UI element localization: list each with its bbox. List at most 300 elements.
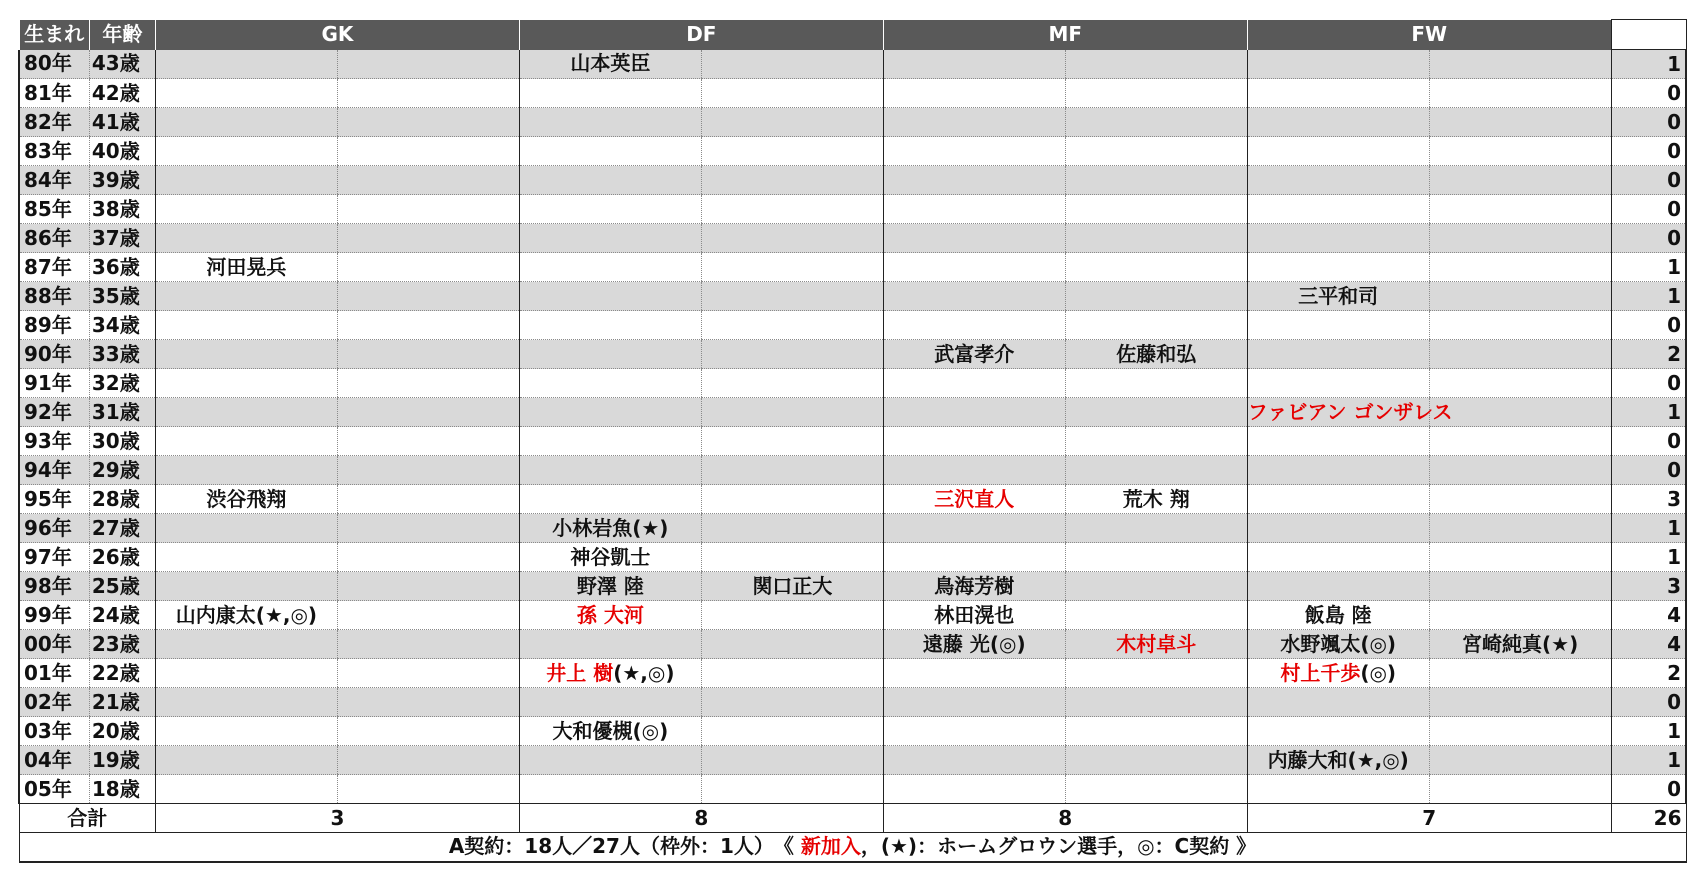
totals-row bbox=[19, 804, 1686, 833]
year-header: 生まれ bbox=[19, 20, 89, 50]
player-cell bbox=[519, 79, 701, 108]
table-row bbox=[19, 166, 1686, 195]
player-cell bbox=[155, 79, 337, 108]
df-total: 8 bbox=[519, 804, 883, 833]
player-cell bbox=[1247, 137, 1429, 166]
age-cell: 18歳 bbox=[89, 775, 155, 804]
player-cell bbox=[155, 746, 337, 775]
player-cell bbox=[519, 775, 701, 804]
player-cell bbox=[1429, 456, 1611, 485]
player-cell bbox=[519, 340, 701, 369]
player-cell bbox=[1247, 340, 1429, 369]
player-cell bbox=[1247, 514, 1429, 543]
player-cell bbox=[1247, 688, 1429, 717]
player-cell bbox=[519, 137, 701, 166]
player-cell bbox=[883, 311, 1065, 340]
player-cell bbox=[1429, 717, 1611, 746]
legend-marks: ，(★)：ホームグロウン選手，◎：C契約 》 bbox=[860, 834, 1257, 859]
player-cell bbox=[519, 253, 701, 282]
player-cell bbox=[701, 50, 883, 79]
player-cell bbox=[883, 79, 1065, 108]
player-cell bbox=[701, 543, 883, 572]
row-total-cell: 1 bbox=[1611, 514, 1686, 543]
age-cell: 21歳 bbox=[89, 688, 155, 717]
player-cell bbox=[1065, 311, 1247, 340]
total-header bbox=[1611, 20, 1686, 50]
player-cell: 林田滉也 bbox=[883, 601, 1065, 630]
player-cell bbox=[701, 137, 883, 166]
birth-year-cell: 81年 bbox=[19, 79, 89, 108]
player-cell: 関口正大 bbox=[701, 572, 883, 601]
player-cell bbox=[155, 282, 337, 311]
age-cell: 24歳 bbox=[89, 601, 155, 630]
player-cell bbox=[701, 340, 883, 369]
player-cell bbox=[155, 717, 337, 746]
table-row bbox=[19, 195, 1686, 224]
player-cell bbox=[1429, 224, 1611, 253]
totals-label: 合計 bbox=[19, 804, 155, 833]
player-cell: 河田晃兵 bbox=[155, 253, 337, 282]
age-cell: 30歳 bbox=[89, 427, 155, 456]
player-cell bbox=[337, 195, 519, 224]
table-row bbox=[19, 282, 1686, 311]
birth-year-cell: 88年 bbox=[19, 282, 89, 311]
row-total-cell: 1 bbox=[1611, 398, 1686, 427]
table-row bbox=[19, 311, 1686, 340]
player-cell bbox=[1065, 572, 1247, 601]
df-header: DF bbox=[519, 20, 883, 50]
player-cell bbox=[155, 514, 337, 543]
table-row bbox=[19, 746, 1686, 775]
player-cell bbox=[1065, 456, 1247, 485]
row-total-cell: 0 bbox=[1611, 195, 1686, 224]
table-row bbox=[19, 601, 1686, 630]
birth-year-cell: 05年 bbox=[19, 775, 89, 804]
table-row bbox=[19, 79, 1686, 108]
player-cell bbox=[337, 572, 519, 601]
player-cell bbox=[1065, 688, 1247, 717]
birth-year-cell: 02年 bbox=[19, 688, 89, 717]
legend-row bbox=[19, 833, 1686, 862]
row-total-cell: 4 bbox=[1611, 601, 1686, 630]
player-cell bbox=[701, 630, 883, 659]
player-cell: 荒木 翔 bbox=[1065, 485, 1247, 514]
player-cell bbox=[1247, 427, 1429, 456]
player-cell bbox=[701, 369, 883, 398]
roster-body bbox=[19, 50, 1686, 804]
table-row bbox=[19, 775, 1686, 804]
age-cell: 38歳 bbox=[89, 195, 155, 224]
table-row bbox=[19, 659, 1686, 688]
player-cell bbox=[1247, 166, 1429, 195]
player-cell bbox=[701, 514, 883, 543]
player-cell bbox=[519, 195, 701, 224]
birth-year-cell: 83年 bbox=[19, 137, 89, 166]
table-row bbox=[19, 717, 1686, 746]
legend-note bbox=[19, 833, 1686, 862]
player-cell bbox=[701, 108, 883, 137]
age-cell: 35歳 bbox=[89, 282, 155, 311]
player-cell: 孫 大河 bbox=[519, 601, 701, 630]
player-cell bbox=[337, 79, 519, 108]
gk-total: 3 bbox=[155, 804, 519, 833]
player-cell bbox=[155, 427, 337, 456]
player-cell bbox=[1065, 79, 1247, 108]
player-cell bbox=[1429, 282, 1611, 311]
age-cell: 43歳 bbox=[89, 50, 155, 79]
player-cell: 村上千歩(◎) bbox=[1247, 659, 1429, 688]
player-cell bbox=[155, 311, 337, 340]
player-cell bbox=[155, 688, 337, 717]
player-cell bbox=[1429, 195, 1611, 224]
player-cell bbox=[155, 137, 337, 166]
age-cell: 23歳 bbox=[89, 630, 155, 659]
table-row bbox=[19, 456, 1686, 485]
row-total-cell: 1 bbox=[1611, 746, 1686, 775]
birth-year-cell: 91年 bbox=[19, 369, 89, 398]
player-cell bbox=[701, 746, 883, 775]
player-cell bbox=[1247, 224, 1429, 253]
age-cell: 20歳 bbox=[89, 717, 155, 746]
player-cell bbox=[1065, 282, 1247, 311]
player-cell bbox=[1247, 572, 1429, 601]
player-cell bbox=[519, 398, 701, 427]
player-cell bbox=[519, 311, 701, 340]
player-cell bbox=[883, 224, 1065, 253]
birth-year-cell: 98年 bbox=[19, 572, 89, 601]
player-cell bbox=[1429, 369, 1611, 398]
player-cell bbox=[1429, 601, 1611, 630]
legend-new-label: 新加入 bbox=[800, 834, 861, 859]
player-cell bbox=[337, 630, 519, 659]
player-cell: 宮崎純真(★) bbox=[1429, 630, 1611, 659]
grand-total: 26 bbox=[1611, 804, 1686, 833]
player-cell bbox=[883, 688, 1065, 717]
player-cell bbox=[1429, 688, 1611, 717]
table-row bbox=[19, 50, 1686, 79]
player-cell bbox=[1429, 659, 1611, 688]
row-total-cell: 0 bbox=[1611, 775, 1686, 804]
birth-year-cell: 84年 bbox=[19, 166, 89, 195]
age-cell: 22歳 bbox=[89, 659, 155, 688]
table-row bbox=[19, 340, 1686, 369]
player-cell bbox=[1247, 543, 1429, 572]
table-row bbox=[19, 224, 1686, 253]
legend-contract: A契約：18人／27人（枠外：1人） 《 bbox=[448, 834, 801, 859]
player-cell bbox=[1429, 398, 1611, 427]
mf-header: MF bbox=[883, 20, 1247, 50]
player-cell bbox=[1065, 253, 1247, 282]
player-cell bbox=[155, 50, 337, 79]
player-cell bbox=[155, 224, 337, 253]
birth-year-cell: 95年 bbox=[19, 485, 89, 514]
player-cell: 神谷凱士 bbox=[519, 543, 701, 572]
player-cell: ファビアン ゴンザレス bbox=[1247, 398, 1429, 427]
player-cell bbox=[519, 688, 701, 717]
player-cell bbox=[519, 282, 701, 311]
player-cell bbox=[155, 108, 337, 137]
age-cell: 37歳 bbox=[89, 224, 155, 253]
player-cell bbox=[701, 282, 883, 311]
player-cell bbox=[155, 543, 337, 572]
player-cell bbox=[883, 543, 1065, 572]
row-total-cell: 0 bbox=[1611, 108, 1686, 137]
fw-total: 7 bbox=[1247, 804, 1611, 833]
player-cell: 井上 樹(★,◎) bbox=[519, 659, 701, 688]
player-cell bbox=[883, 108, 1065, 137]
age-cell: 34歳 bbox=[89, 311, 155, 340]
player-cell bbox=[155, 166, 337, 195]
player-cell bbox=[1065, 50, 1247, 79]
player-cell bbox=[155, 195, 337, 224]
player-cell: 遠藤 光(◎) bbox=[883, 630, 1065, 659]
player-cell bbox=[883, 717, 1065, 746]
player-cell bbox=[1247, 108, 1429, 137]
player-cell bbox=[1247, 456, 1429, 485]
player-cell bbox=[337, 485, 519, 514]
player-cell bbox=[1429, 543, 1611, 572]
player-cell bbox=[1429, 485, 1611, 514]
birth-year-cell: 03年 bbox=[19, 717, 89, 746]
player-cell bbox=[1429, 166, 1611, 195]
row-total-cell: 0 bbox=[1611, 456, 1686, 485]
birth-year-cell: 99年 bbox=[19, 601, 89, 630]
birth-year-cell: 85年 bbox=[19, 195, 89, 224]
birth-year-cell: 87年 bbox=[19, 253, 89, 282]
player-cell bbox=[519, 224, 701, 253]
player-cell: 三平和司 bbox=[1247, 282, 1429, 311]
birth-year-cell: 04年 bbox=[19, 746, 89, 775]
mf-total: 8 bbox=[883, 804, 1247, 833]
table-row bbox=[19, 572, 1686, 601]
player-cell bbox=[1247, 485, 1429, 514]
player-cell: 三沢直人 bbox=[883, 485, 1065, 514]
age-cell: 40歳 bbox=[89, 137, 155, 166]
player-cell: 鳥海芳樹 bbox=[883, 572, 1065, 601]
age-cell: 32歳 bbox=[89, 369, 155, 398]
row-total-cell: 0 bbox=[1611, 688, 1686, 717]
row-total-cell: 0 bbox=[1611, 79, 1686, 108]
player-cell bbox=[337, 253, 519, 282]
player-cell bbox=[1065, 108, 1247, 137]
age-cell: 41歳 bbox=[89, 108, 155, 137]
roster-table bbox=[18, 19, 1687, 863]
table-row bbox=[19, 398, 1686, 427]
age-cell: 33歳 bbox=[89, 340, 155, 369]
player-cell bbox=[1065, 137, 1247, 166]
player-cell bbox=[1065, 601, 1247, 630]
player-cell bbox=[519, 166, 701, 195]
table-row bbox=[19, 543, 1686, 572]
player-cell bbox=[337, 398, 519, 427]
player-cell bbox=[1065, 398, 1247, 427]
player-cell bbox=[1247, 50, 1429, 79]
player-cell bbox=[155, 369, 337, 398]
player-cell bbox=[701, 166, 883, 195]
table-row bbox=[19, 108, 1686, 137]
player-cell bbox=[337, 427, 519, 456]
player-cell bbox=[1065, 659, 1247, 688]
player-cell: 山本英臣 bbox=[519, 50, 701, 79]
player-cell bbox=[337, 166, 519, 195]
player-cell bbox=[883, 253, 1065, 282]
birth-year-cell: 93年 bbox=[19, 427, 89, 456]
birth-year-cell: 80年 bbox=[19, 50, 89, 79]
player-cell bbox=[883, 166, 1065, 195]
player-cell bbox=[337, 311, 519, 340]
player-cell bbox=[155, 456, 337, 485]
birth-year-cell: 00年 bbox=[19, 630, 89, 659]
player-cell bbox=[701, 659, 883, 688]
player-cell bbox=[519, 108, 701, 137]
player-cell bbox=[1429, 427, 1611, 456]
player-cell bbox=[1429, 79, 1611, 108]
player-cell bbox=[883, 514, 1065, 543]
player-cell bbox=[1065, 775, 1247, 804]
table-row bbox=[19, 253, 1686, 282]
player-cell bbox=[701, 79, 883, 108]
player-cell bbox=[701, 224, 883, 253]
player-cell bbox=[1429, 775, 1611, 804]
player-cell: 渋谷飛翔 bbox=[155, 485, 337, 514]
player-cell bbox=[701, 601, 883, 630]
player-cell bbox=[1247, 195, 1429, 224]
player-cell bbox=[1247, 369, 1429, 398]
table-row bbox=[19, 137, 1686, 166]
player-cell bbox=[701, 427, 883, 456]
player-cell bbox=[337, 543, 519, 572]
player-cell bbox=[1429, 514, 1611, 543]
player-cell: 木村卓斗 bbox=[1065, 630, 1247, 659]
player-cell: 飯島 陸 bbox=[1247, 601, 1429, 630]
player-cell bbox=[1065, 427, 1247, 456]
row-total-cell: 2 bbox=[1611, 659, 1686, 688]
player-cell bbox=[1429, 253, 1611, 282]
player-cell: 大和優槻(◎) bbox=[519, 717, 701, 746]
fw-header: FW bbox=[1247, 20, 1611, 50]
birth-year-cell: 82年 bbox=[19, 108, 89, 137]
player-cell bbox=[1065, 224, 1247, 253]
player-cell bbox=[883, 746, 1065, 775]
player-cell bbox=[1247, 253, 1429, 282]
player-cell bbox=[1429, 137, 1611, 166]
player-cell bbox=[701, 311, 883, 340]
player-cell bbox=[1247, 717, 1429, 746]
player-cell bbox=[1247, 311, 1429, 340]
table-row bbox=[19, 514, 1686, 543]
row-total-cell: 0 bbox=[1611, 369, 1686, 398]
player-cell bbox=[337, 659, 519, 688]
player-cell bbox=[337, 601, 519, 630]
player-cell bbox=[701, 253, 883, 282]
player-cell bbox=[701, 398, 883, 427]
player-cell bbox=[701, 195, 883, 224]
birth-year-cell: 96年 bbox=[19, 514, 89, 543]
age-cell: 36歳 bbox=[89, 253, 155, 282]
row-total-cell: 1 bbox=[1611, 253, 1686, 282]
player-cell bbox=[883, 137, 1065, 166]
player-cell bbox=[883, 369, 1065, 398]
player-cell bbox=[883, 195, 1065, 224]
player-cell: 山内康太(★,◎) bbox=[155, 601, 337, 630]
player-cell bbox=[337, 688, 519, 717]
header-row bbox=[19, 20, 1686, 50]
player-cell: 武富孝介 bbox=[883, 340, 1065, 369]
player-cell bbox=[519, 485, 701, 514]
player-cell bbox=[883, 456, 1065, 485]
player-cell bbox=[155, 630, 337, 659]
row-total-cell: 0 bbox=[1611, 166, 1686, 195]
age-cell: 26歳 bbox=[89, 543, 155, 572]
player-cell bbox=[155, 659, 337, 688]
birth-year-cell: 97年 bbox=[19, 543, 89, 572]
table-row bbox=[19, 630, 1686, 659]
age-cell: 19歳 bbox=[89, 746, 155, 775]
row-total-cell: 1 bbox=[1611, 50, 1686, 79]
player-cell: 内藤大和(★,◎) bbox=[1247, 746, 1429, 775]
player-cell bbox=[1065, 369, 1247, 398]
player-cell bbox=[1429, 340, 1611, 369]
age-cell: 27歳 bbox=[89, 514, 155, 543]
player-cell bbox=[883, 398, 1065, 427]
player-cell bbox=[1429, 572, 1611, 601]
age-cell: 25歳 bbox=[89, 572, 155, 601]
player-cell bbox=[337, 50, 519, 79]
player-cell bbox=[337, 282, 519, 311]
player-cell bbox=[883, 50, 1065, 79]
player-cell bbox=[155, 775, 337, 804]
row-total-cell: 1 bbox=[1611, 282, 1686, 311]
player-cell bbox=[337, 137, 519, 166]
row-total-cell: 0 bbox=[1611, 224, 1686, 253]
player-cell bbox=[337, 456, 519, 485]
player-cell bbox=[519, 746, 701, 775]
player-cell bbox=[337, 224, 519, 253]
row-total-cell: 4 bbox=[1611, 630, 1686, 659]
player-cell bbox=[1429, 311, 1611, 340]
player-cell bbox=[701, 456, 883, 485]
table-row bbox=[19, 485, 1686, 514]
player-cell bbox=[1065, 514, 1247, 543]
player-cell bbox=[701, 717, 883, 746]
player-cell: 佐藤和弘 bbox=[1065, 340, 1247, 369]
player-cell bbox=[519, 427, 701, 456]
row-total-cell: 1 bbox=[1611, 543, 1686, 572]
player-cell bbox=[337, 369, 519, 398]
birth-year-cell: 89年 bbox=[19, 311, 89, 340]
birth-year-cell: 92年 bbox=[19, 398, 89, 427]
age-cell: 29歳 bbox=[89, 456, 155, 485]
player-cell bbox=[701, 775, 883, 804]
player-cell bbox=[701, 688, 883, 717]
row-total-cell: 3 bbox=[1611, 572, 1686, 601]
player-cell bbox=[519, 630, 701, 659]
age-cell: 28歳 bbox=[89, 485, 155, 514]
player-cell bbox=[1065, 717, 1247, 746]
player-cell bbox=[883, 659, 1065, 688]
player-cell bbox=[337, 340, 519, 369]
player-cell bbox=[1247, 79, 1429, 108]
player-cell bbox=[519, 369, 701, 398]
player-cell bbox=[1429, 50, 1611, 79]
player-cell bbox=[1247, 775, 1429, 804]
player-cell: 水野颯太(◎) bbox=[1247, 630, 1429, 659]
player-cell: 野澤 陸 bbox=[519, 572, 701, 601]
player-cell bbox=[883, 282, 1065, 311]
age-cell: 39歳 bbox=[89, 166, 155, 195]
birth-year-cell: 90年 bbox=[19, 340, 89, 369]
birth-year-cell: 86年 bbox=[19, 224, 89, 253]
